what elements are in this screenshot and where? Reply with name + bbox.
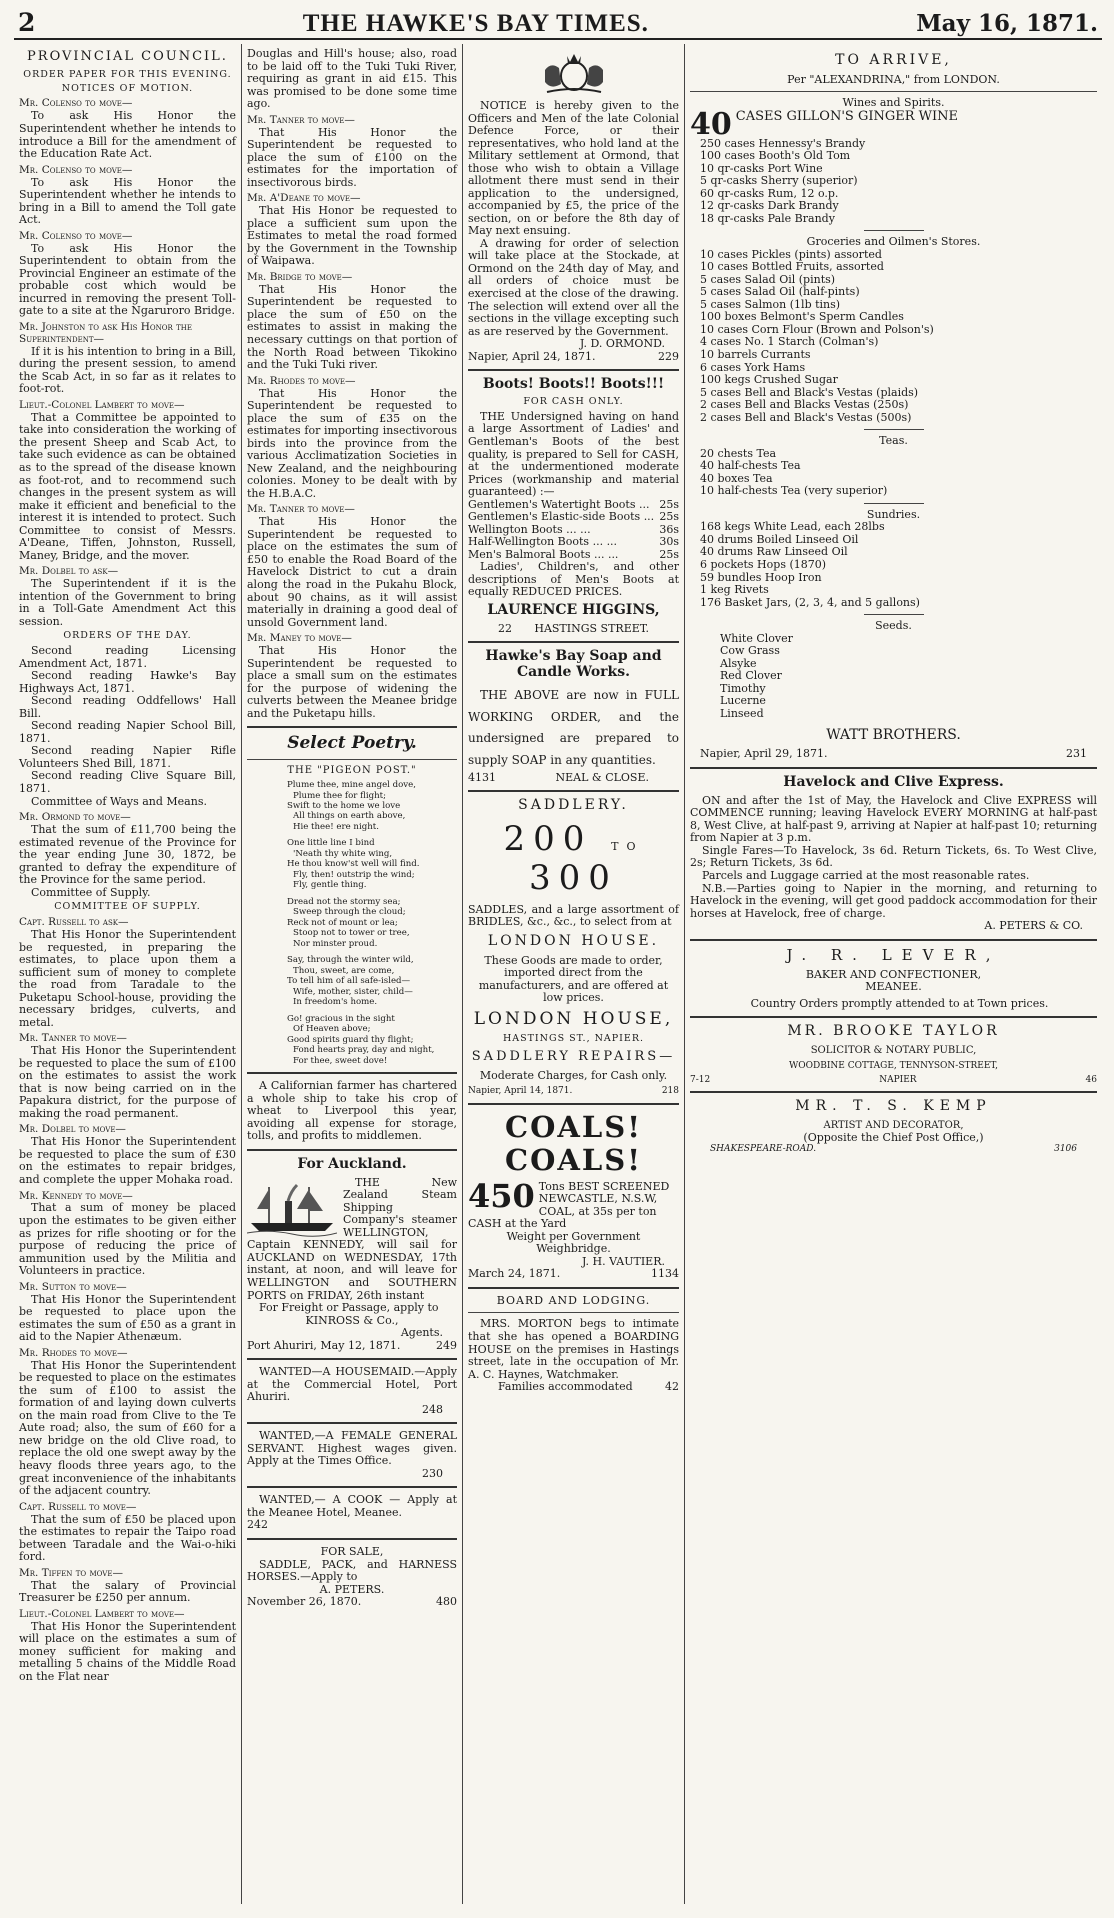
ad-signature: J. H. VAUTIER. <box>581 1254 665 1268</box>
list-item: 10 qr-casks Port Wine <box>700 161 823 175</box>
ad-signature: A. PETERS & CO. <box>984 919 1083 933</box>
list-heading: Teas. <box>879 434 908 448</box>
ad-address: NAPIER <box>879 1074 917 1085</box>
poem-line: Fly, then! outstrip the wind; <box>293 869 415 880</box>
poem-line: All things on earth above, <box>293 811 406 822</box>
ad-text: THE ABOVE are now in FULL WORKING ORDER, and the undersigned are prepared to supply SOAP in any quantities. <box>468 688 679 768</box>
motion-text: To ask His Honor the Superintendent whether he intends to introduce a Bill for the amendment of the Education Rate Act. <box>19 109 236 161</box>
motion-mover: Mr. Dolbel to ask— <box>19 565 119 578</box>
ad-text: Families accommodated <box>498 1380 633 1394</box>
ad-number: 40 <box>690 110 732 138</box>
poem-line: Go! gracious in the sight <box>287 1013 395 1024</box>
list-item: 100 kegs Crushed Sugar <box>700 373 838 387</box>
newspaper-title: THE HAWKE'S BAY TIMES. <box>302 10 649 37</box>
motion-mover: Mr. Colenso to move— <box>19 229 133 242</box>
ad-number-300: 300 <box>529 857 618 898</box>
list-item: 176 Basket Jars, (2, 3, 4, and 5 gallons) <box>700 595 920 609</box>
sub-heading: NOTICES OF MOTION. <box>61 82 194 94</box>
divider <box>468 790 679 792</box>
list-item: 1 keg Rivets <box>700 583 769 597</box>
motion-text: If it is his intention to bring in a Bill, during the present session, to amend the Scab Act, in so far as it relates to foot-rot. <box>19 344 236 396</box>
royal-crest-icon <box>539 50 609 94</box>
ad-heading: SADDLERY REPAIRS— <box>471 1049 676 1064</box>
price-item: Half-Wellington Boots ... ... <box>468 535 618 549</box>
motion-text: That the sum of £11,700 being the estimated revenue of the Province for the year ending June 30, 1872, be granted to defray the expenditure of the Province for the same period. <box>19 823 236 887</box>
list-item: 5 qr-casks Sherry (superior) <box>700 174 858 188</box>
motion-text: That His Honor the Superintendent be requested to place a small sum on the estimates for the purpose of widening the culverts between the Meanee bridge and the Puketapu hills. <box>247 644 457 720</box>
sub-heading: FOR CASH ONLY. <box>523 396 624 408</box>
goods-list <box>690 448 1097 498</box>
ad-signature: Agents. <box>400 1326 443 1340</box>
motion-text: That the salary of Provincial Treasurer be £250 per annum. <box>19 1578 236 1605</box>
price-list <box>468 499 679 562</box>
ad-text: SADDLE, PACK, and HARNESS HORSES.—Apply to <box>247 1557 457 1584</box>
order-item: Committee of Ways and Means. <box>31 794 207 808</box>
ad-text: MEANEE. <box>865 980 922 994</box>
ad-heading: Boots! Boots!! Boots!!! <box>482 376 665 393</box>
motion-text: That His Honor the Superintendent will place on the estimates a sum of money sufficient for making and metalling 5 chains of the Middle Road on the Flat near <box>19 1619 236 1683</box>
ad-signature: KINROSS & Co., <box>305 1313 399 1327</box>
list-item: 2 cases Bell and Black's Vestas (500s) <box>700 410 912 424</box>
motion-mover: Mr. Rhodes to move— <box>247 374 356 387</box>
ad-date: Napier, April 29, 1871. <box>700 747 828 761</box>
goods-list <box>690 249 1097 424</box>
poem-line: Reck not of mount or lea; <box>287 917 398 928</box>
divider <box>864 230 924 231</box>
list-item: Cow Grass <box>720 644 780 658</box>
ad-number: 22 <box>498 621 512 635</box>
ad-heading: TO ARRIVE, <box>835 52 952 68</box>
divider <box>247 726 457 728</box>
ad-text: THE New Zealand Steam Shipping Company's steamer WELLINGTON, Captain KENNEDY, will sail for AUCKLAND on WEDNESDAY, 17th instant, at noon, and will leave for WELLINGTON and SOUTHERN PORTS on FRIDAY, 26th instant <box>247 1175 457 1302</box>
poetry-heading: Select Poetry. <box>287 733 417 754</box>
poem-line: Plume thee, mine angel dove, <box>287 780 416 791</box>
masthead <box>14 8 1102 40</box>
list-item: 40 half-chests Tea <box>700 459 801 473</box>
ad-signature: A. PETERS. <box>319 1582 385 1596</box>
ad-number: 42 <box>665 1380 679 1394</box>
motion-mover: Capt. Russell to ask— <box>19 916 129 929</box>
ad-heading: Havelock and Clive Express. <box>783 773 1004 790</box>
price-item: Gentlemen's Elastic-side Boots ... <box>468 510 655 524</box>
poem-line: Hie thee! ere night. <box>293 821 379 832</box>
divider <box>690 1091 1097 1093</box>
divider <box>468 641 679 643</box>
motion-mover: Mr. Kennedy to move— <box>19 1189 133 1202</box>
order-item: Second reading Napier Rifle Volunteers Shed Bill, 1871. <box>19 744 236 770</box>
poem-line: One little line I bind <box>287 838 375 849</box>
motion-mover: Mr. Tiffen to move— <box>19 1566 123 1579</box>
poem-line: Wife, mother, sister, child— <box>293 986 413 997</box>
steamship-icon <box>247 1179 337 1237</box>
order-item: Second reading Clive Square Bill, 1871. <box>19 769 236 795</box>
poem-line: For thee, sweet dove! <box>293 1055 388 1066</box>
list-item: 60 qr-casks Rum, 12 o.p. <box>700 186 839 200</box>
motion-mover: Mr. Bridge to move— <box>247 270 353 283</box>
motion-mover: Mr. Colenso to move— <box>19 163 133 176</box>
list-item: 100 cases Booth's Old Tom <box>700 149 851 163</box>
motion-text: That His Honor the Superintendent be requested to place on the estimates the sum of £50 to enable the Road Board of the Havelock District to cut a drain along the road in the Pukahu Block, about 90 chains, as it will assist materially in draining a good deal of unsold Government land. <box>247 515 457 629</box>
price-row <box>468 511 679 524</box>
motion-mover: Lieut.-Colonel Lambert to move— <box>19 1607 185 1620</box>
ad-number-200: 200 <box>503 819 593 860</box>
divider <box>247 1149 457 1151</box>
ad-number: 249 <box>436 1338 457 1352</box>
ad-heading: J. R. LEVER, <box>786 945 1001 964</box>
motion-text: That His Honor the Superintendent be requested to place the sum of £100 on the estimates to assist the work that is now being carried on in the Papakura district, for the purpose of making the road permanent. <box>19 1044 236 1120</box>
column-provincial-council <box>14 44 242 1904</box>
list-item: 59 bundles Hoop Iron <box>700 570 822 584</box>
divider <box>864 429 924 430</box>
list-item: Timothy <box>720 681 766 695</box>
motion-text: To ask His Honor the Superintendent whether he intends to bring in a Bill to amend the Toll gate Act. <box>19 175 236 227</box>
goods-list <box>690 138 1097 226</box>
ad-heading: COALS! COALS! <box>505 1109 642 1177</box>
ad-address: SHAKESPEARE-ROAD. <box>710 1144 817 1155</box>
ad-to: TO <box>611 840 644 854</box>
poem-line: Swift to the home we love <box>287 800 401 811</box>
ad-date: Napier, April 14, 1871. <box>468 1086 573 1097</box>
wanted-ad: WANTED,—A FEMALE GENERAL SERVANT. Highest wages given. Apply at the Times Office. <box>247 1429 457 1468</box>
motion-mover: Mr. Ormond to move— <box>19 811 131 824</box>
list-item: 10 cases Bottled Fruits, assorted <box>700 260 884 274</box>
motion-text: That His Honor the Superintendent be requested to place upon the estimates the sum of £50 as a grant in aid to the Napier Athenæum. <box>19 1292 236 1344</box>
notice-text: NOTICE is hereby given to the Officers and Men of the late Colonial Defence Force, or their representatives, who hold land at the Military settlement at Ormond, that those who wish to obtain a Village allotment there must send in their application to the undersigned, accompanied by £5, the price of the section, on or before the 8th day of May next ensuing. <box>468 99 679 238</box>
divider <box>468 369 679 371</box>
ad-heading: MR. BROOKE TAYLOR <box>787 1023 1000 1040</box>
ad-heading: LONDON HOUSE, <box>473 1008 674 1029</box>
list-heading: Seeds. <box>875 619 912 633</box>
ad-number: 248 <box>422 1402 443 1416</box>
motion-mover: Mr. Johnston to ask His Honor the Superintendent— <box>19 320 193 345</box>
list-item: 40 drums Raw Linseed Oil <box>700 545 848 559</box>
sub-heading: ORDERS OF THE DAY. <box>63 630 192 642</box>
motion-text: That His Honor the Superintendent be requested to place the sum of £50 on the estimates to assist in making the necessary cuttings on that portion of the North Road between Tikokino and the Tuki Tuki river. <box>247 282 457 372</box>
motion-mover: Mr. Colenso to move— <box>19 97 133 110</box>
list-heading: Wines and Spirits. <box>842 96 945 110</box>
motion-text: That His Honor the Superintendent be requested to place the sum of £100 on the estimates for the importation of insectivorous birds. <box>247 125 457 189</box>
divider <box>247 1538 457 1540</box>
price-value: 25s <box>659 497 679 511</box>
motion-text: Committee of Supply. <box>31 885 151 899</box>
divider <box>468 1312 679 1313</box>
price-value: 25s <box>659 510 679 524</box>
goods-list <box>710 633 1097 721</box>
order-item: Second reading Licensing Amendment Act, 1871. <box>19 644 236 670</box>
motion-mover: Mr. A'Deane to move— <box>247 192 361 205</box>
divider <box>690 1016 1097 1018</box>
poem-line: To tell him of all safe-isled— <box>287 976 411 987</box>
price-value: 25s <box>659 547 679 561</box>
section-heading: PROVINCIAL COUNCIL. <box>27 49 228 64</box>
list-heading: Groceries and Oilmen's Stores. <box>806 235 981 249</box>
list-item: Linseed <box>720 706 764 720</box>
list-item: 10 cases Pickles (pints) assorted <box>700 247 882 261</box>
poem-body <box>287 780 457 1066</box>
ad-heading: SADDLERY. <box>518 797 629 814</box>
list-item: 4 cases No. 1 Starch (Colman's) <box>700 335 879 349</box>
list-item: Red Clover <box>720 669 782 683</box>
motion-text: That His Honor the Superintendent be requested, in preparing the estimates, to place upon them a sufficient sum of money to complete the road from Taradale to the Puketapu School-house, providing the necessary bridges, culverts, and metal. <box>19 928 236 1029</box>
ad-text: For Freight or Passage, apply to <box>259 1301 439 1315</box>
poem-line: 'Neath thy white wing, <box>293 848 393 859</box>
divider <box>690 939 1097 941</box>
ad-text: MRS. MORTON begs to intimate that she has opened a BOARDING HOUSE on the premises in Hastings street, late in the occupation of Mr. A. C. Haynes, Watchmaker. <box>468 1317 679 1381</box>
ad-number: 218 <box>661 1086 679 1097</box>
list-item: White Clover <box>720 631 793 645</box>
ad-date: Port Ahuriri, May 12, 1871. <box>247 1338 401 1352</box>
ad-date: March 24, 1871. <box>468 1267 561 1281</box>
list-item: 18 qr-casks Pale Brandy <box>700 211 835 225</box>
list-item: 168 kegs White Lead, each 28lbs <box>700 520 885 534</box>
order-item: Second reading Hawke's Bay Highways Act, 1871. <box>19 669 236 695</box>
poem-line: Dread not the stormy sea; <box>287 896 401 907</box>
list-item: 10 cases Corn Flour (Brown and Polson's) <box>700 322 934 336</box>
poem-line: Nor minster proud. <box>293 938 378 949</box>
ad-signature: LAURENCE HIGGINS, <box>487 601 660 618</box>
order-item: Second reading Oddfellows' Hall Bill. <box>19 694 236 720</box>
ad-address: HASTINGS STREET. <box>534 621 649 635</box>
ad-text: CASES GILLON'S GINGER WINE <box>735 110 959 125</box>
ad-text: SOLICITOR & NOTARY PUBLIC, <box>810 1045 977 1057</box>
list-item: 10 half-chests Tea (very superior) <box>700 484 888 498</box>
ad-address: HASTINGS ST., NAPIER. <box>502 1033 645 1045</box>
divider <box>247 1072 457 1074</box>
ad-number: 3106 <box>1054 1144 1077 1155</box>
column-two <box>242 44 463 1904</box>
ad-text: ARTIST AND DECORATOR, <box>823 1120 964 1132</box>
list-item: 5 cases Salad Oil (half-pints) <box>700 285 860 299</box>
ad-text: Weight per Government Weighbridge. <box>506 1229 641 1256</box>
poem-line: Fly, gentle thing. <box>293 880 367 891</box>
motion-text: Douglas and Hill's house; also, road to be laid off to the Tuki Tuki River, requiring as grant in aid £15. This was promised to be done some time ago. <box>247 47 457 111</box>
list-item: 10 barrels Currants <box>700 348 811 362</box>
poem-line: Plume thee for flight; <box>293 790 386 801</box>
divider <box>864 614 924 615</box>
list-item: 6 pockets Hops (1870) <box>700 557 827 571</box>
poem-line: Stoop not to tower or tree, <box>293 928 410 939</box>
ad-heading: BOARD AND LODGING. <box>496 1293 651 1307</box>
price-item: Gentlemen's Watertight Boots ... <box>468 497 650 511</box>
ad-address: WOODBINE COTTAGE, TENNYSON-STREET, <box>789 1060 998 1071</box>
poem-line: In freedom's home. <box>293 997 378 1008</box>
list-heading: Sundries. <box>866 507 921 521</box>
motion-mover: Capt. Russell to move— <box>19 1500 137 1513</box>
page-number: 2 <box>18 8 36 37</box>
list-item: 2 cases Bell and Blacks Vestas (250s) <box>700 398 909 412</box>
price-row <box>468 536 679 549</box>
price-item: Men's Balmoral Boots ... ... <box>468 547 619 561</box>
list-item: 20 chests Tea <box>700 446 777 460</box>
motion-text: The Superintendent if it is the intention of the Government to bring in a Toll-Gate Amendment Act this session. <box>19 577 236 628</box>
ad-heading: For Auckland. <box>297 1155 407 1172</box>
divider <box>247 759 457 760</box>
ad-number: 7-12 <box>690 1074 711 1085</box>
divider <box>468 1103 679 1105</box>
ad-date: November 26, 1870. <box>247 1595 362 1609</box>
poem-line: Say, through the winter wild, <box>287 955 414 966</box>
ad-heading: LONDON HOUSE. <box>487 932 660 949</box>
poem-line: Of Heaven above; <box>293 1024 371 1035</box>
divider <box>690 767 1097 769</box>
motion-text: That His Honor the Superintendent be requested to place on the estimates the sum of £100 to assist the formation of and laying down culverts on the main road from Clive to the Te Aute road; also, the sum of £60 for a new bridge on the old Clive road, to replace the old one swept away by the heavy floods three years ago, to the great inconvenience of the inhabitants of the adjacent country. <box>19 1358 236 1498</box>
sub-heading: ORDER PAPER FOR THIS EVENING. <box>23 68 232 80</box>
motion-mover: Mr. Tanner to move— <box>247 113 355 126</box>
ad-text: Per "ALEXANDRINA," from LONDON. <box>787 72 1000 86</box>
column-three <box>463 44 685 1904</box>
list-item: 12 qr-casks Dark Brandy <box>700 199 839 213</box>
poem-title: THE "PIGEON POST." <box>287 764 417 776</box>
list-item: 5 cases Bell and Black's Vestas (plaids) <box>700 385 919 399</box>
poem-line: Good spirits guard thy flight; <box>287 1034 414 1045</box>
ad-text: Ladies', Children's, and other descriptions of Men's Boots at equally REDUCED PRICES. <box>468 560 679 599</box>
motion-text: To ask His Honor the Superintendent to obtain from the Provincial Engineer an estimate of the probable cost which would be incurred in removing the present Toll-gate to a site at the Ngaruroro Bridge. <box>19 241 236 318</box>
ad-text: Single Fares—To Havelock, 3s 6d. Return Tickets, 6s. To West Clive, 2s; Return Tickets, 3s 6d. <box>690 843 1097 870</box>
goods-list <box>690 521 1097 609</box>
ad-date: Napier, April 24, 1871. <box>468 349 596 363</box>
divider <box>247 1422 457 1424</box>
ad-number: 229 <box>658 349 679 363</box>
ad-signature: J. D. ORMOND. <box>579 337 665 351</box>
ad-number: 242 <box>247 1518 268 1532</box>
motion-text: That a Committee be appointed to take into consideration the working of the present Sheep and Scab Act, to take such evidence as can be obtained as to the spread of the disease known as foot-rot, and to recommend such changes in the present system as will make it efficient and beneficial to the interest it is intended to protect. Such Committee to consist of Messrs. A'Deane, Tiffen, Johnston, Russell, Maney, Bridge, and the mover. <box>19 410 236 562</box>
motion-mover: Mr. Maney to move— <box>247 632 352 645</box>
motion-mover: Mr. Rhodes to move— <box>19 1346 128 1359</box>
motion-mover: Mr. Dolbel to move— <box>19 1123 126 1136</box>
motion-mover: Mr. Tanner to move— <box>19 1032 127 1045</box>
wanted-ad: WANTED—A HOUSEMAID.—Apply at the Commercial Hotel, Port Ahuriri. <box>247 1365 457 1404</box>
ad-heading: Hawke's Bay Soap and Candle Works. <box>485 648 662 681</box>
motion-mover: Mr. Tanner to move— <box>247 503 355 516</box>
poem-line: Sweep through the cloud; <box>293 907 406 918</box>
list-item: Lucerne <box>720 694 766 708</box>
divider <box>864 503 924 504</box>
motion-text: That His Honor be requested to place a sufficient sum upon the Estimates to metal the road formed by the Government in the Township of Waipawa. <box>247 204 457 268</box>
price-item: Wellington Boots ... ... <box>468 522 591 536</box>
divider <box>247 1358 457 1360</box>
price-value: 36s <box>659 522 679 536</box>
ad-heading: FOR SALE, <box>320 1545 384 1559</box>
list-item: 100 boxes Belmont's Sperm Candles <box>700 310 904 324</box>
notice-text: A drawing for order of selection will take place at the Stockade, at Ormond on the 24th day of May, and all orders of choice must be exercised at the close of the drawing. The selection will extend over all the sections in the village excepting such as are reserved by the Government. <box>468 236 679 338</box>
list-item: 5 cases Salad Oil (pints) <box>700 272 836 286</box>
list-item: Alsyke <box>720 656 757 670</box>
ad-number: 1134 <box>651 1267 679 1281</box>
ad-text: BAKER AND CONFECTIONER, <box>805 967 982 981</box>
ad-signature: NEAL & CLOSE. <box>555 770 649 784</box>
ad-number: 4131 <box>468 770 496 784</box>
motion-mover: Mr. Sutton to move— <box>19 1280 127 1293</box>
ad-text: Country Orders promptly attended to at Town prices. <box>750 996 1049 1010</box>
poem-line: Thou, sweet, are come, <box>293 965 395 976</box>
ad-number: 480 <box>436 1595 457 1609</box>
list-item: 40 drums Boiled Linseed Oil <box>700 532 859 546</box>
motion-mover: Lieut.-Colonel Lambert to move— <box>19 398 185 411</box>
list-item: 6 cases York Hams <box>700 360 806 374</box>
motion-text: That His Honor the Superintendent be requested to place the sum of £35 on the estimates for importing insectivorous birds into the province from the various Acclimatization Societies in New Zealand, and the neighbouring colonies. Money to be dealt with by the H.B.A.C. <box>247 386 457 500</box>
issue-date: May 16, 1871. <box>916 10 1098 37</box>
ad-text: These Goods are made to order, imported direct from the manufacturers, and are offered at low prices. <box>478 953 669 1005</box>
ad-number: 46 <box>1085 1074 1097 1085</box>
divider <box>247 1486 457 1488</box>
ad-text: THE Undersigned having on hand a large Assortment of Ladies' and Gentleman's Boots of the best quality, is prepared to Sell for CASH, at the undermentioned moderate Prices (workmanship and material guaranteed) :— <box>468 409 679 499</box>
wanted-ad: WANTED,— A COOK — Apply at the Meanee Hotel, Meanee. <box>247 1493 457 1519</box>
ad-number: 231 <box>1066 747 1087 761</box>
poem-line: Fond hearts pray, day and night, <box>293 1045 435 1056</box>
ad-text: Parcels and Luggage carried at the most reasonable rates. <box>702 868 1030 882</box>
list-item: 40 boxes Tea <box>700 471 773 485</box>
ad-heading: MR. T. S. KEMP <box>795 1098 992 1115</box>
motion-text: That the sum of £50 be placed upon the estimates to repair the Taipo road between Taradale and the Wai-o-hiki ford. <box>19 1512 236 1564</box>
motion-text: That His Honor the Superintendent be requested to place the sum of £30 on the estimates to repair bridges, and complete the upper Mohaka road. <box>19 1135 236 1186</box>
ad-number: 450 <box>468 1176 535 1215</box>
ad-text: Moderate Charges, for Cash only. <box>479 1068 668 1082</box>
ad-headline <box>468 820 679 898</box>
divider <box>690 91 1097 92</box>
ad-text: N.B.—Parties going to Napier in the morning, and returning to Havelock in the evening, will get good paddock accommodation for their horses at Havelock, free of charge. <box>690 881 1097 920</box>
column-four <box>685 44 1102 1904</box>
motion-text: That a sum of money be placed upon the estimates to be given either as prizes for rifle shooting or for the purpose of reducing the price of ammunition used by the Militia and Volunteers in practice. <box>19 1201 236 1278</box>
price-value: 30s <box>659 535 679 549</box>
news-item: A Californian farmer has chartered a whole ship to take his crop of wheat to Liverpool this year, avoiding all expense for storage, tolls, and profits to middlemen. <box>247 1079 457 1143</box>
ad-text: Tons BEST SCREENED NEWCASTLE, N.S.W, COAL, at 35s per ton CASH at the Yard <box>468 1179 670 1231</box>
sub-heading: COMMITTEE OF SUPPLY. <box>54 901 201 913</box>
ad-signature: WATT BROTHERS. <box>826 727 961 744</box>
order-item: Second reading Napier School Bill, 1871. <box>19 719 236 745</box>
ad-number: 230 <box>422 1466 443 1480</box>
poem-line: He thou know'st well will find. <box>287 859 420 870</box>
list-item: 250 cases Hennessy's Brandy <box>700 136 866 150</box>
ad-text: ON and after the 1st of May, the Havelock and Clive EXPRESS will COMMENCE running; leaving Havelock EVERY MORNING at half-past 8, West Clive, at half-past 9, arriving at Napier at half-past 10; returning from Napier at 3 p.m. <box>690 793 1097 845</box>
divider <box>468 1287 679 1289</box>
list-item: 5 cases Salmon (1lb tins) <box>700 297 841 311</box>
ad-text: (Opposite the Chief Post Office,) <box>803 1130 984 1144</box>
ad-text: SADDLES, and a large assortment of BRIDLES, &c., &c., to select from at <box>468 902 679 929</box>
